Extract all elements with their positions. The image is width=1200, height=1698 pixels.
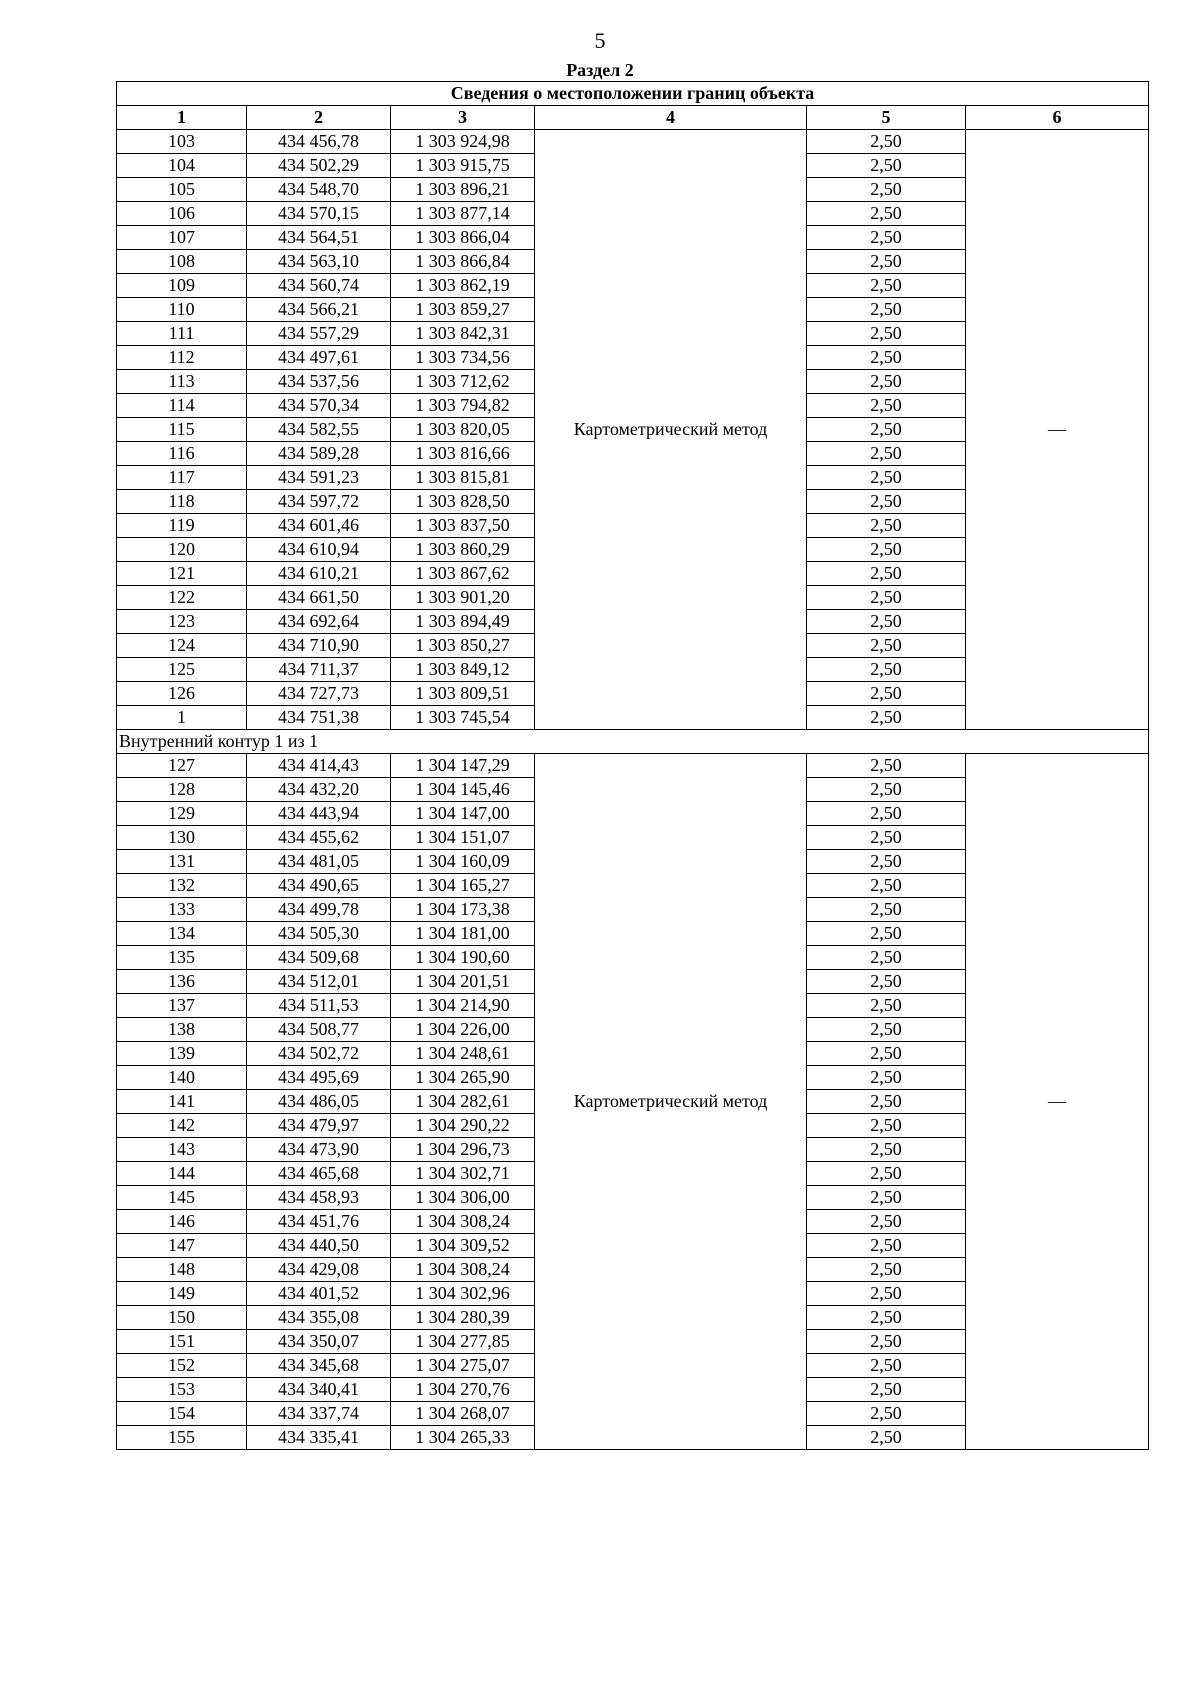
coord-y: 1 304 248,61 — [391, 1042, 535, 1066]
table-body — [117, 130, 1149, 1450]
coord-x: 434 355,08 — [247, 1306, 391, 1330]
accuracy-value: 2,50 — [807, 346, 966, 370]
accuracy-value: 2,50 — [807, 1090, 966, 1114]
coord-x: 434 548,70 — [247, 178, 391, 202]
point-number: 147 — [117, 1234, 247, 1258]
accuracy-value: 2,50 — [807, 1210, 966, 1234]
coord-x: 434 495,69 — [247, 1066, 391, 1090]
coord-x: 434 566,21 — [247, 298, 391, 322]
point-number: 148 — [117, 1258, 247, 1282]
point-number: 103 — [117, 130, 247, 154]
coord-x: 434 511,53 — [247, 994, 391, 1018]
point-number: 153 — [117, 1378, 247, 1402]
point-number: 112 — [117, 346, 247, 370]
point-number: 144 — [117, 1162, 247, 1186]
accuracy-value: 2,50 — [807, 322, 966, 346]
coord-y: 1 304 165,27 — [391, 874, 535, 898]
point-number: 130 — [117, 826, 247, 850]
coord-x: 434 591,23 — [247, 466, 391, 490]
table-row — [117, 130, 1149, 154]
accuracy-value: 2,50 — [807, 658, 966, 682]
accuracy-value: 2,50 — [807, 418, 966, 442]
contour-label-row — [117, 730, 1149, 754]
accuracy-value: 2,50 — [807, 970, 966, 994]
point-number: 151 — [117, 1330, 247, 1354]
coord-x: 434 570,34 — [247, 394, 391, 418]
point-number: 1 — [117, 706, 247, 730]
coord-y: 1 303 712,62 — [391, 370, 535, 394]
point-number: 137 — [117, 994, 247, 1018]
coord-y: 1 303 828,50 — [391, 490, 535, 514]
coord-x: 434 335,41 — [247, 1426, 391, 1450]
coord-y: 1 303 809,51 — [391, 682, 535, 706]
coord-y: 1 303 734,56 — [391, 346, 535, 370]
coord-y: 1 303 859,27 — [391, 298, 535, 322]
accuracy-value: 2,50 — [807, 394, 966, 418]
coord-x: 434 350,07 — [247, 1330, 391, 1354]
coord-y: 1 304 306,00 — [391, 1186, 535, 1210]
coord-x: 434 727,73 — [247, 682, 391, 706]
accuracy-value: 2,50 — [807, 826, 966, 850]
coord-y: 1 303 924,98 — [391, 130, 535, 154]
point-number: 119 — [117, 514, 247, 538]
coord-y: 1 304 145,46 — [391, 778, 535, 802]
coord-x: 434 597,72 — [247, 490, 391, 514]
accuracy-value: 2,50 — [807, 922, 966, 946]
point-number: 127 — [117, 754, 247, 778]
coord-y: 1 303 815,81 — [391, 466, 535, 490]
coord-x: 434 465,68 — [247, 1162, 391, 1186]
point-number: 129 — [117, 802, 247, 826]
coord-y: 1 304 160,09 — [391, 850, 535, 874]
coord-x: 434 508,77 — [247, 1018, 391, 1042]
accuracy-value: 2,50 — [807, 634, 966, 658]
accuracy-value: 2,50 — [807, 1162, 966, 1186]
column-header: 5 — [807, 106, 966, 130]
accuracy-value: 2,50 — [807, 1066, 966, 1090]
coord-y: 1 304 308,24 — [391, 1210, 535, 1234]
coord-x: 434 502,72 — [247, 1042, 391, 1066]
coord-y: 1 304 302,96 — [391, 1282, 535, 1306]
point-number: 134 — [117, 922, 247, 946]
accuracy-value: 2,50 — [807, 1330, 966, 1354]
coord-x: 434 340,41 — [247, 1378, 391, 1402]
coord-x: 434 610,94 — [247, 538, 391, 562]
coord-y: 1 304 265,33 — [391, 1426, 535, 1450]
coord-y: 1 304 296,73 — [391, 1138, 535, 1162]
coord-x: 434 582,55 — [247, 418, 391, 442]
accuracy-value: 2,50 — [807, 1282, 966, 1306]
column-header: 1 — [117, 106, 247, 130]
coord-y: 1 303 862,19 — [391, 274, 535, 298]
accuracy-value: 2,50 — [807, 1186, 966, 1210]
coord-x: 434 486,05 — [247, 1090, 391, 1114]
coord-x: 434 456,78 — [247, 130, 391, 154]
contour-label: Внутренний контур 1 из 1 — [117, 730, 1149, 754]
page-number: 5 — [594, 28, 606, 53]
coord-x: 434 601,46 — [247, 514, 391, 538]
table-row — [117, 754, 1149, 778]
accuracy-value: 2,50 — [807, 250, 966, 274]
accuracy-value: 2,50 — [807, 1426, 966, 1450]
coord-x: 434 589,28 — [247, 442, 391, 466]
accuracy-value: 2,50 — [807, 226, 966, 250]
accuracy-value: 2,50 — [807, 802, 966, 826]
accuracy-value: 2,50 — [807, 1042, 966, 1066]
point-number: 121 — [117, 562, 247, 586]
coord-y: 1 304 268,07 — [391, 1402, 535, 1426]
coord-x: 434 751,38 — [247, 706, 391, 730]
coord-x: 434 509,68 — [247, 946, 391, 970]
coord-x: 434 563,10 — [247, 250, 391, 274]
accuracy-value: 2,50 — [807, 754, 966, 778]
point-number: 124 — [117, 634, 247, 658]
coord-x: 434 481,05 — [247, 850, 391, 874]
coord-x: 434 497,61 — [247, 346, 391, 370]
coord-y: 1 303 850,27 — [391, 634, 535, 658]
coord-y: 1 303 842,31 — [391, 322, 535, 346]
point-number: 133 — [117, 898, 247, 922]
coord-y: 1 303 867,62 — [391, 562, 535, 586]
accuracy-value: 2,50 — [807, 370, 966, 394]
point-number: 117 — [117, 466, 247, 490]
coord-y: 1 303 794,82 — [391, 394, 535, 418]
point-number: 113 — [117, 370, 247, 394]
coord-x: 434 443,94 — [247, 802, 391, 826]
accuracy-value: 2,50 — [807, 274, 966, 298]
coord-y: 1 303 745,54 — [391, 706, 535, 730]
coord-x: 434 455,62 — [247, 826, 391, 850]
boundary-coordinates-table — [116, 81, 1149, 1450]
coord-x: 434 490,65 — [247, 874, 391, 898]
coord-x: 434 661,50 — [247, 586, 391, 610]
coord-x: 434 564,51 — [247, 226, 391, 250]
coord-x: 434 458,93 — [247, 1186, 391, 1210]
coord-y: 1 304 151,07 — [391, 826, 535, 850]
accuracy-value: 2,50 — [807, 202, 966, 226]
coord-x: 434 505,30 — [247, 922, 391, 946]
point-number: 136 — [117, 970, 247, 994]
coord-y: 1 304 309,52 — [391, 1234, 535, 1258]
point-number: 154 — [117, 1402, 247, 1426]
table-title: Сведения о местоположении границ объекта — [117, 82, 1149, 106]
column-header: 4 — [535, 106, 807, 130]
point-number: 109 — [117, 274, 247, 298]
coord-x: 434 429,08 — [247, 1258, 391, 1282]
point-number: 118 — [117, 490, 247, 514]
coord-y: 1 304 282,61 — [391, 1090, 535, 1114]
accuracy-value: 2,50 — [807, 610, 966, 634]
coord-y: 1 303 816,66 — [391, 442, 535, 466]
coord-x: 434 499,78 — [247, 898, 391, 922]
coord-y: 1 303 866,04 — [391, 226, 535, 250]
coord-y: 1 304 190,60 — [391, 946, 535, 970]
coord-x: 434 451,76 — [247, 1210, 391, 1234]
coord-y: 1 304 270,76 — [391, 1378, 535, 1402]
accuracy-value: 2,50 — [807, 778, 966, 802]
coord-y: 1 303 894,49 — [391, 610, 535, 634]
coord-x: 434 479,97 — [247, 1114, 391, 1138]
point-number: 139 — [117, 1042, 247, 1066]
point-number: 110 — [117, 298, 247, 322]
accuracy-value: 2,50 — [807, 682, 966, 706]
point-number: 141 — [117, 1090, 247, 1114]
accuracy-value: 2,50 — [807, 874, 966, 898]
coord-y: 1 304 302,71 — [391, 1162, 535, 1186]
column-6-cell: — — [966, 754, 1149, 1450]
point-number: 128 — [117, 778, 247, 802]
coord-y: 1 303 877,14 — [391, 202, 535, 226]
point-number: 138 — [117, 1018, 247, 1042]
coord-y: 1 304 181,00 — [391, 922, 535, 946]
accuracy-value: 2,50 — [807, 1306, 966, 1330]
accuracy-value: 2,50 — [807, 466, 966, 490]
coord-y: 1 303 866,84 — [391, 250, 535, 274]
accuracy-value: 2,50 — [807, 178, 966, 202]
point-number: 105 — [117, 178, 247, 202]
point-number: 126 — [117, 682, 247, 706]
accuracy-value: 2,50 — [807, 1114, 966, 1138]
accuracy-value: 2,50 — [807, 706, 966, 730]
coord-y: 1 304 275,07 — [391, 1354, 535, 1378]
method-cell: Картометрический метод — [535, 754, 807, 1450]
coord-y: 1 304 201,51 — [391, 970, 535, 994]
coord-y: 1 304 147,29 — [391, 754, 535, 778]
accuracy-value: 2,50 — [807, 1138, 966, 1162]
coord-x: 434 710,90 — [247, 634, 391, 658]
accuracy-value: 2,50 — [807, 898, 966, 922]
accuracy-value: 2,50 — [807, 1402, 966, 1426]
column-6-cell: — — [966, 130, 1149, 730]
coord-x: 434 414,43 — [247, 754, 391, 778]
point-number: 106 — [117, 202, 247, 226]
point-number: 104 — [117, 154, 247, 178]
accuracy-value: 2,50 — [807, 514, 966, 538]
accuracy-value: 2,50 — [807, 1234, 966, 1258]
point-number: 108 — [117, 250, 247, 274]
accuracy-value: 2,50 — [807, 1258, 966, 1282]
point-number: 131 — [117, 850, 247, 874]
coord-y: 1 304 226,00 — [391, 1018, 535, 1042]
coord-y: 1 304 290,22 — [391, 1114, 535, 1138]
coord-x: 434 440,50 — [247, 1234, 391, 1258]
point-number: 120 — [117, 538, 247, 562]
coord-y: 1 303 915,75 — [391, 154, 535, 178]
coord-x: 434 560,74 — [247, 274, 391, 298]
column-header: 3 — [391, 106, 535, 130]
accuracy-value: 2,50 — [807, 538, 966, 562]
accuracy-value: 2,50 — [807, 130, 966, 154]
point-number: 155 — [117, 1426, 247, 1450]
point-number: 115 — [117, 418, 247, 442]
point-number: 140 — [117, 1066, 247, 1090]
point-number: 142 — [117, 1114, 247, 1138]
coord-y: 1 304 214,90 — [391, 994, 535, 1018]
point-number: 107 — [117, 226, 247, 250]
accuracy-value: 2,50 — [807, 442, 966, 466]
coord-y: 1 303 860,29 — [391, 538, 535, 562]
point-number: 123 — [117, 610, 247, 634]
coord-y: 1 304 173,38 — [391, 898, 535, 922]
accuracy-value: 2,50 — [807, 994, 966, 1018]
coord-x: 434 711,37 — [247, 658, 391, 682]
coord-y: 1 303 837,50 — [391, 514, 535, 538]
column-header: 6 — [966, 106, 1149, 130]
coord-y: 1 304 280,39 — [391, 1306, 535, 1330]
coord-x: 434 557,29 — [247, 322, 391, 346]
accuracy-value: 2,50 — [807, 586, 966, 610]
point-number: 146 — [117, 1210, 247, 1234]
coord-x: 434 537,56 — [247, 370, 391, 394]
coord-x: 434 473,90 — [247, 1138, 391, 1162]
coord-x: 434 432,20 — [247, 778, 391, 802]
coord-y: 1 304 147,00 — [391, 802, 535, 826]
coord-y: 1 304 265,90 — [391, 1066, 535, 1090]
method-cell: Картометрический метод — [535, 130, 807, 730]
point-number: 125 — [117, 658, 247, 682]
accuracy-value: 2,50 — [807, 1354, 966, 1378]
point-number: 145 — [117, 1186, 247, 1210]
point-number: 143 — [117, 1138, 247, 1162]
point-number: 150 — [117, 1306, 247, 1330]
coord-y: 1 303 901,20 — [391, 586, 535, 610]
coord-y: 1 303 896,21 — [391, 178, 535, 202]
coord-x: 434 692,64 — [247, 610, 391, 634]
point-number: 149 — [117, 1282, 247, 1306]
column-header: 2 — [247, 106, 391, 130]
accuracy-value: 2,50 — [807, 154, 966, 178]
coord-y: 1 304 308,24 — [391, 1258, 535, 1282]
accuracy-value: 2,50 — [807, 490, 966, 514]
point-number: 116 — [117, 442, 247, 466]
point-number: 111 — [117, 322, 247, 346]
coord-y: 1 303 849,12 — [391, 658, 535, 682]
accuracy-value: 2,50 — [807, 562, 966, 586]
coord-x: 434 502,29 — [247, 154, 391, 178]
point-number: 135 — [117, 946, 247, 970]
point-number: 122 — [117, 586, 247, 610]
coord-x: 434 570,15 — [247, 202, 391, 226]
accuracy-value: 2,50 — [807, 850, 966, 874]
coord-x: 434 401,52 — [247, 1282, 391, 1306]
accuracy-value: 2,50 — [807, 1018, 966, 1042]
point-number: 132 — [117, 874, 247, 898]
accuracy-value: 2,50 — [807, 1378, 966, 1402]
point-number: 114 — [117, 394, 247, 418]
section-title: Раздел 2 — [566, 60, 634, 80]
accuracy-value: 2,50 — [807, 298, 966, 322]
coord-x: 434 337,74 — [247, 1402, 391, 1426]
column-header-row — [117, 106, 1149, 130]
coord-y: 1 303 820,05 — [391, 418, 535, 442]
accuracy-value: 2,50 — [807, 946, 966, 970]
coord-x: 434 512,01 — [247, 970, 391, 994]
point-number: 152 — [117, 1354, 247, 1378]
coord-y: 1 304 277,85 — [391, 1330, 535, 1354]
coord-x: 434 345,68 — [247, 1354, 391, 1378]
coord-x: 434 610,21 — [247, 562, 391, 586]
